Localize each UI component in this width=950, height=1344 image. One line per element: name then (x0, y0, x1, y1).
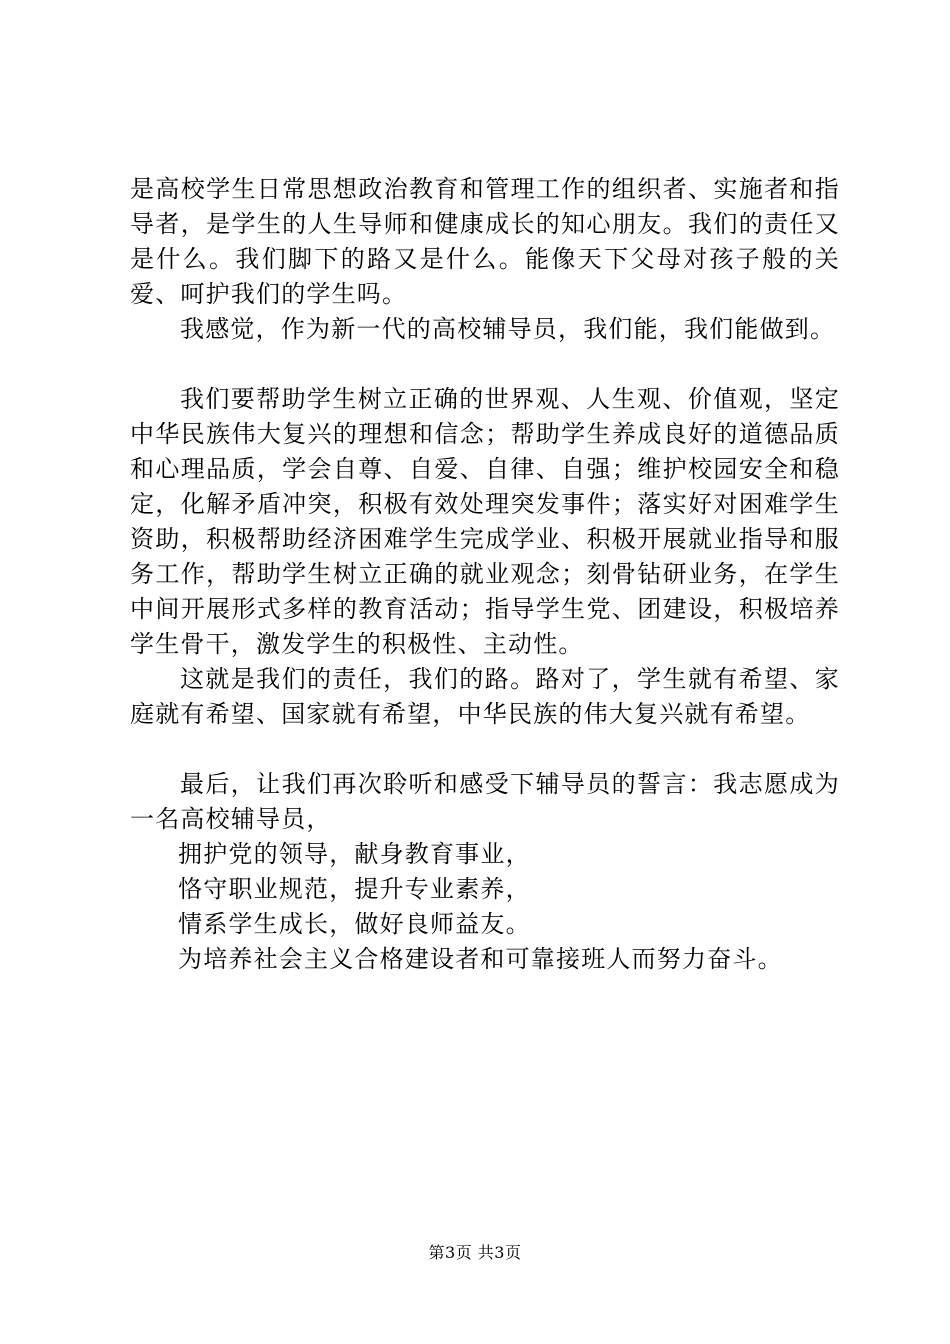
paragraph-duties: 我们要帮助学生树立正确的世界观、人生观、价值观，坚定中华民族伟大复兴的理想和信念；帮助学生养成良好的道德品质和心理品质，学会自尊、自爱、自律、自强；维护校园安全和稳定，化解矛盾冲突，积极有效处理突发事件；落实好对困难学生资助，积极帮助经济困难学生完成学业、积极开展就业指导和服务工作，帮助学生树立正确的就业观念；刻骨钻研业务，在学生中间开展形式多样的教育活动；指导学生党、团建设，积极培养学生骨干，激发学生的积极性、主动性。 (130, 385, 840, 658)
paragraph-responsibility: 这就是我们的责任，我们的路。路对了，学生就有希望、家庭就有希望、国家就有希望，中华民族的伟大复兴就有希望。 (130, 665, 840, 728)
paragraph-continuation: 是高校学生日常思想政治教育和管理工作的组织者、实施者和指导者，是学生的人生导师和健康成长的知心朋友。我们的责任又是什么。我们脚下的路又是什么。能像天下父母对孩子般的关爱、呵护我们的学生吗。 (130, 175, 840, 308)
page-indicator: 第3页 共3页 (428, 1243, 522, 1262)
oath-line: 拥护党的领导，献身教育事业， (178, 840, 531, 868)
document-body (130, 172, 840, 977)
oath-line: 为培养社会主义合格建设者和可靠接班人而努力奋斗。 (178, 945, 783, 973)
paragraph-feeling: 我感觉，作为新一代的高校辅导员，我们能，我们能做到。 (180, 315, 836, 343)
oath-line: 恪守职业规范，提升专业素养， (178, 875, 531, 903)
paragraph-gap (130, 347, 840, 382)
oath-line: 情系学生成长，做好良师益友。 (178, 910, 531, 938)
paragraph-oath-intro: 最后，让我们再次聆听和感受下辅导员的誓言：我志愿成为一名高校辅导员， (130, 770, 840, 833)
paragraph-gap (130, 732, 840, 767)
page-footer (0, 1243, 950, 1263)
